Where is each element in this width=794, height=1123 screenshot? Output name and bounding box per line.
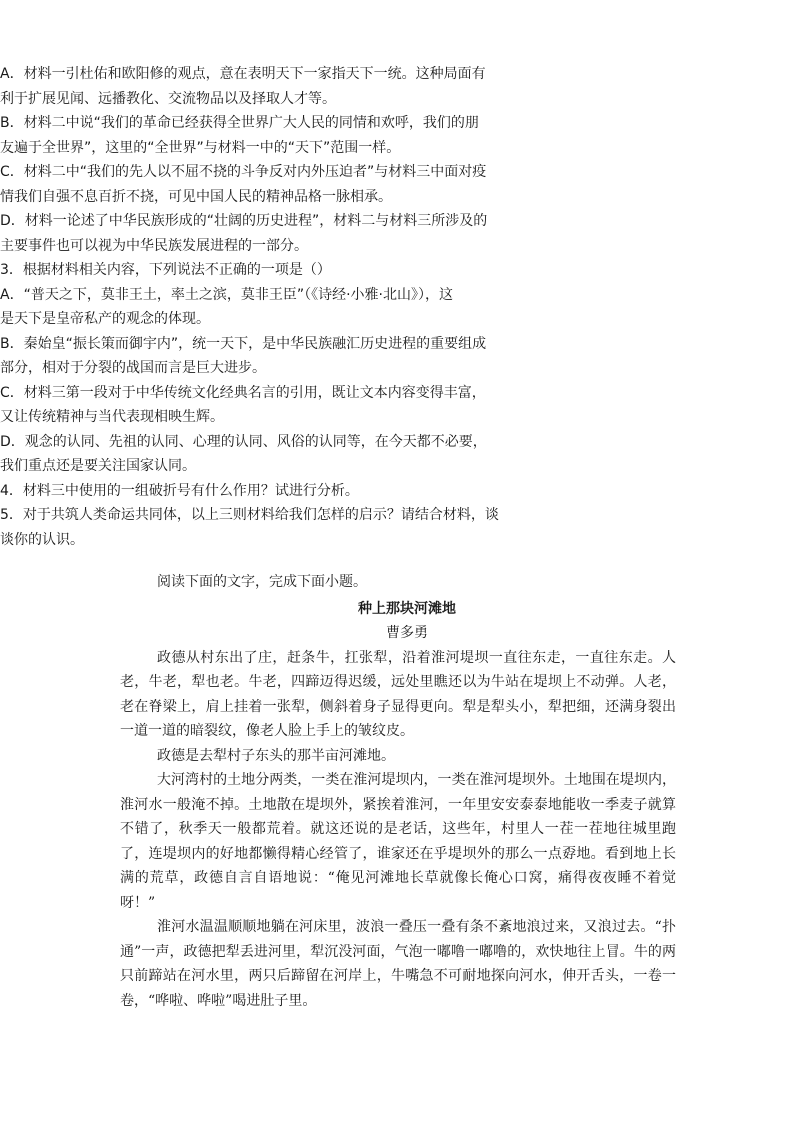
questions-section bbox=[0, 62, 794, 552]
q2-option-c: C．材料二中“我们的先人以不屈不挠的斗争反对内外压迫者”与材料三中面对疫 情我们自强不息百折不挠，可见中国人民的精神品格一脉相承。 bbox=[0, 164, 487, 205]
story-author: 曹多勇 bbox=[386, 625, 428, 641]
story-paragraph: 政德是去犁村子东头的那半亩河滩地。 bbox=[157, 747, 395, 764]
q2-option-b: B．材料二中说“我们的革命已经获得全世界广大人民的同情和欢呼，我们的朋 友遍于全世界”，这里的“全世界”与材料一中的“天下”范围一样。 bbox=[0, 115, 479, 156]
q3-option-a: A．“普天之下，莫非王土，率土之滨，莫非王臣”（《诗经·小雅·北山》），这 是天下是皇帝私产的观念的体现。 bbox=[0, 286, 453, 327]
reading-instruction: 阅读下面的文字，完成下面小题。 bbox=[157, 574, 367, 590]
q3-option-d: D．观念的认同、先祖的认同、心理的认同、风俗的认同等，在今天都不必要， 我们重点还是要关注国家认同。 bbox=[0, 433, 487, 474]
q2-option-d: D．材料一论述了中华民族形成的“壮阔的历史进程”，材料二与材料三所涉及的 主要事件也可以视为中华民族发展进程的一部分。 bbox=[0, 213, 488, 254]
story-title: 种上那块河滩地 bbox=[358, 600, 456, 617]
q3-stem: 3．根据材料相关内容，下列说法不正确的一项是（） bbox=[0, 262, 331, 278]
q3-option-c: C．材料三第一段对于中华传统文化经典名言的引用，既让文本内容变得丰富， 又让传统精神与当代表现相映生辉。 bbox=[0, 384, 486, 425]
story-section bbox=[0, 570, 794, 1013]
story-paragraph: 淮河水温温顺顺地躺在河床里，波浪一叠压一叠有条不紊地浪过来，又浪过去。“扑通”一声，政德把犁丢进河里，犁沉没河面，气泡一嘟噜一嘟噜的，欢快地往上冒。牛的两只前蹄站在河水里，两只后蹄留在河岸上，牛嘴急不可耐地探向河水，伸开舌头，一卷一卷，“哗啦、哗啦”喝进肚子里。 bbox=[120, 919, 676, 1009]
q5-stem: 5．对于共筑人类命运共同体，以上三则材料给我们怎样的启示？请结合材料，谈 谈你的认识。 bbox=[0, 507, 499, 548]
story-paragraph: 政德从村东出了庄，赶条牛，扛张犁，沿着淮河堤坝一直往东走，一直往东走。人老，牛老，犁也老。牛老，四蹄迈得迟缓，远处里瞧还以为牛站在堤坝上不动弹。人老，老在脊梁上，肩上挂着一张犁，侧斜着身子显得更向。犁是犁头小，犁把细，还满身裂出一道一道的暗裂纹，像老人脸上手上的皱纹皮。 bbox=[120, 649, 676, 739]
q3-option-b: B．秦始皇“振长策而御宇内”，统一天下，是中华民族融汇历史进程的重要组成 部分，相对于分裂的战国而言是巨大进步。 bbox=[0, 335, 487, 376]
q4-stem: 4．材料三中使用的一组破折号有什么作用？试进行分析。 bbox=[0, 482, 359, 499]
story-paragraph: 大河湾村的土地分两类，一类在淮河堤坝内，一类在淮河堤坝外。土地围在堤坝内，淮河水一般淹不掉。土地散在堤坝外，紧挨着淮河，一年里安安泰泰地能收一季麦子就算不错了，秋季天一般都荒着。就这还说的是老话，这些年，村里人一茬一茬地往城里跑了，连堤坝内的好地都懒得精心经管了，谁家还在乎堤坝外的那么一点孬地。看到地上长满的荒草，政德自言自语地说：“俺见河滩地长草就像长俺心口窝，痛得夜夜睡不着觉呀！” bbox=[120, 772, 676, 911]
q2-option-a: A．材料一引杜佑和欧阳修的观点，意在表明天下一家指天下一统。这种局面有 利于扩展见闻、远播教化、交流物品以及择取人才等。 bbox=[0, 66, 486, 107]
